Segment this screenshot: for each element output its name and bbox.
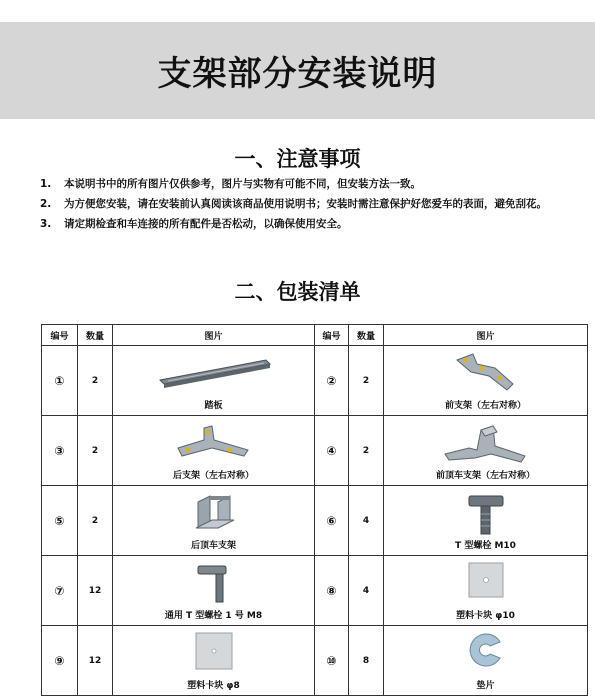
title-banner [0,22,595,119]
header-picture: 图片 [384,325,588,346]
packing-list-table [41,324,588,696]
item-qty: 12 [78,626,113,696]
item-id: ⑦ [42,556,78,626]
item-id: ⑥ [315,486,349,556]
note-text: 请定期检查和车连接的所有配件是否松动，以确保使用安全。 [64,218,348,230]
item-id: ⑤ [42,486,78,556]
item-qty: 2 [78,416,113,486]
section-title-notes: 一、注意事项 [234,147,361,171]
item-qty: 4 [349,556,384,626]
plastic-clip-10-icon [466,560,506,600]
item-picture-cell [384,626,588,696]
item-name: 后顶车支架 [190,541,236,551]
item-id: ② [315,346,349,416]
section-title-packing-list: 二、包装清单 [234,280,361,304]
item-qty: 2 [349,416,384,486]
item-id: ③ [42,416,78,486]
item-name: 通用 T 型螺栓 1 号 M8 [164,611,263,621]
front-bracket-icon [451,350,521,396]
item-qty: 2 [78,346,113,416]
washer-icon [466,630,506,672]
note-number: 2. [40,198,52,210]
item-picture-cell [113,416,315,486]
item-picture-cell [113,556,315,626]
item-name: 后支架（左右对称） [172,471,254,481]
item-picture-cell [113,626,315,696]
item-name: 塑料卡块 φ8 [187,681,240,691]
item-id: ⑧ [315,556,349,626]
item-picture-cell [384,556,588,626]
note-item [40,214,570,234]
item-id: ① [42,346,78,416]
item-qty: 4 [349,486,384,556]
table-row [42,556,588,626]
item-picture-cell [113,486,315,556]
plastic-clip-8-icon [193,630,235,672]
item-qty: 2 [78,486,113,556]
step-board-icon [154,350,274,390]
item-id: ⑩ [315,626,349,696]
note-number: 3. [40,218,52,230]
item-id: ④ [315,416,349,486]
item-picture-cell [113,346,315,416]
table-row [42,486,588,556]
header-qty: 数量 [78,325,113,346]
rear-bracket-icon [174,420,254,468]
rear-jack-bracket-icon [190,490,238,538]
item-qty: 12 [78,556,113,626]
notes-list [40,174,570,234]
note-item [40,194,570,214]
front-jack-bracket-icon [441,420,531,468]
note-text: 本说明书中的所有图片仅供参考，图片与实物有可能不同，但安装方法一致。 [64,178,421,190]
item-name: 塑料卡块 φ10 [456,611,515,621]
note-number: 1. [40,178,52,190]
page-title: 支架部分安装说明 [157,54,438,94]
item-name: 前顶车支架（左右对称） [435,471,535,481]
item-id: ⑨ [42,626,78,696]
item-name: 垫片 [476,681,495,691]
item-name: 前支架（左右对称） [444,401,526,411]
header-qty: 数量 [349,325,384,346]
item-name: 踏板 [204,401,223,411]
t-bolt-m10-icon [461,490,511,538]
item-qty: 2 [349,346,384,416]
item-qty: 8 [349,626,384,696]
universal-t-bolt-icon [192,560,236,606]
header-id: 编号 [315,325,349,346]
note-item [40,174,570,194]
header-id: 编号 [42,325,78,346]
item-picture-cell [384,486,588,556]
table-row [42,416,588,486]
item-name: T 型螺栓 M10 [455,541,516,551]
table-row [42,346,588,416]
header-picture: 图片 [113,325,315,346]
note-text: 为方便您安装，请在安装前认真阅读该商品使用说明书；安装时需注意保护好您爱车的表面，避免刮花。 [64,198,547,210]
table-header-row [42,325,588,346]
item-picture-cell [384,416,588,486]
item-picture-cell [384,346,588,416]
table-row [42,626,588,696]
